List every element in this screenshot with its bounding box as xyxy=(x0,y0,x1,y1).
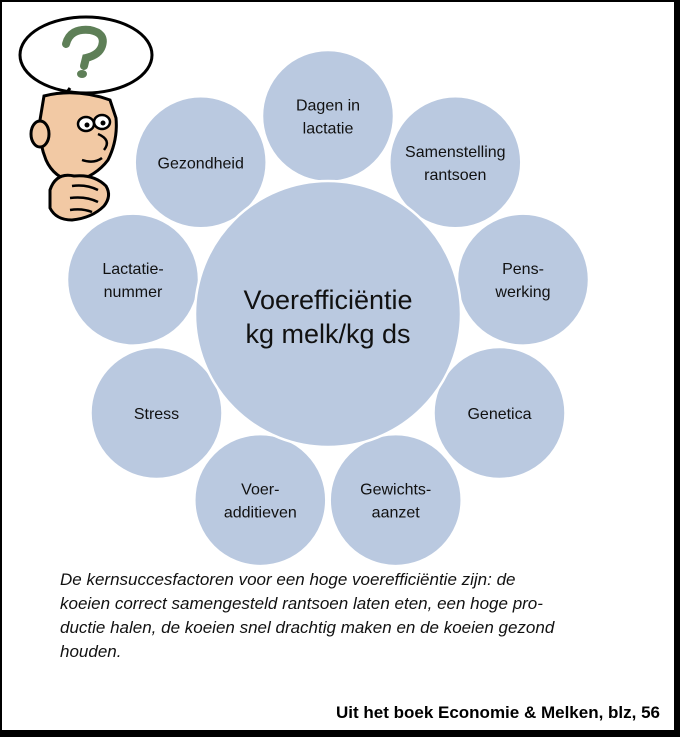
factor-circle-dagen xyxy=(262,50,394,182)
caption-line: koeien correct samengesteld rantsoen laten eten, een hoge pro- xyxy=(60,594,543,613)
factor-label-gewichtsaanzet: aanzet xyxy=(371,504,420,522)
caption-line: ductie halen, de koeien snel drachtig maken en de koeien gezond xyxy=(60,618,555,637)
factor-label-samenstelling: rantsoen xyxy=(424,166,487,184)
factor-label-gewichtsaanzet: Gewichts- xyxy=(360,481,432,499)
factor-label-voeradditieven: additieven xyxy=(223,504,297,522)
factor-label-pens: werking xyxy=(495,284,551,302)
factor-label-pens: Pens- xyxy=(502,261,544,279)
center-subtitle: kg melk/kg ds xyxy=(245,319,411,349)
source-citation: Uit het boek Economie & Melken, blz, 56 xyxy=(335,703,660,722)
factor-label-lactatienummer: Lactatie- xyxy=(102,261,164,279)
thinking-man-question-mark-icon xyxy=(20,17,152,220)
factor-label-samenstelling: Samenstelling xyxy=(405,143,506,161)
center-title: Voerefficiëntie xyxy=(243,285,413,315)
factor-circle-gewichtsaanzet xyxy=(330,434,462,566)
caption-line: houden. xyxy=(60,642,122,661)
factor-label-voeradditieven: Voer- xyxy=(241,481,280,499)
factor-label-stress: Stress xyxy=(133,406,180,423)
factor-circle-pens xyxy=(457,214,589,346)
factor-label-dagen: lactatie xyxy=(302,120,354,138)
factor-label-lactatienummer: nummer xyxy=(103,284,163,302)
factor-label-genetica: Genetica xyxy=(467,406,532,423)
caption-line: De kernsuccesfactoren voor een hoge voerefficiëntie zijn: de xyxy=(60,570,516,589)
factor-circle-lactatienummer xyxy=(67,214,199,346)
factor-label-gezondheid: Gezondheid xyxy=(157,155,244,173)
factor-circle-voeradditieven xyxy=(194,434,326,566)
factor-label-dagen: Dagen in xyxy=(295,97,361,115)
caption xyxy=(60,568,620,664)
